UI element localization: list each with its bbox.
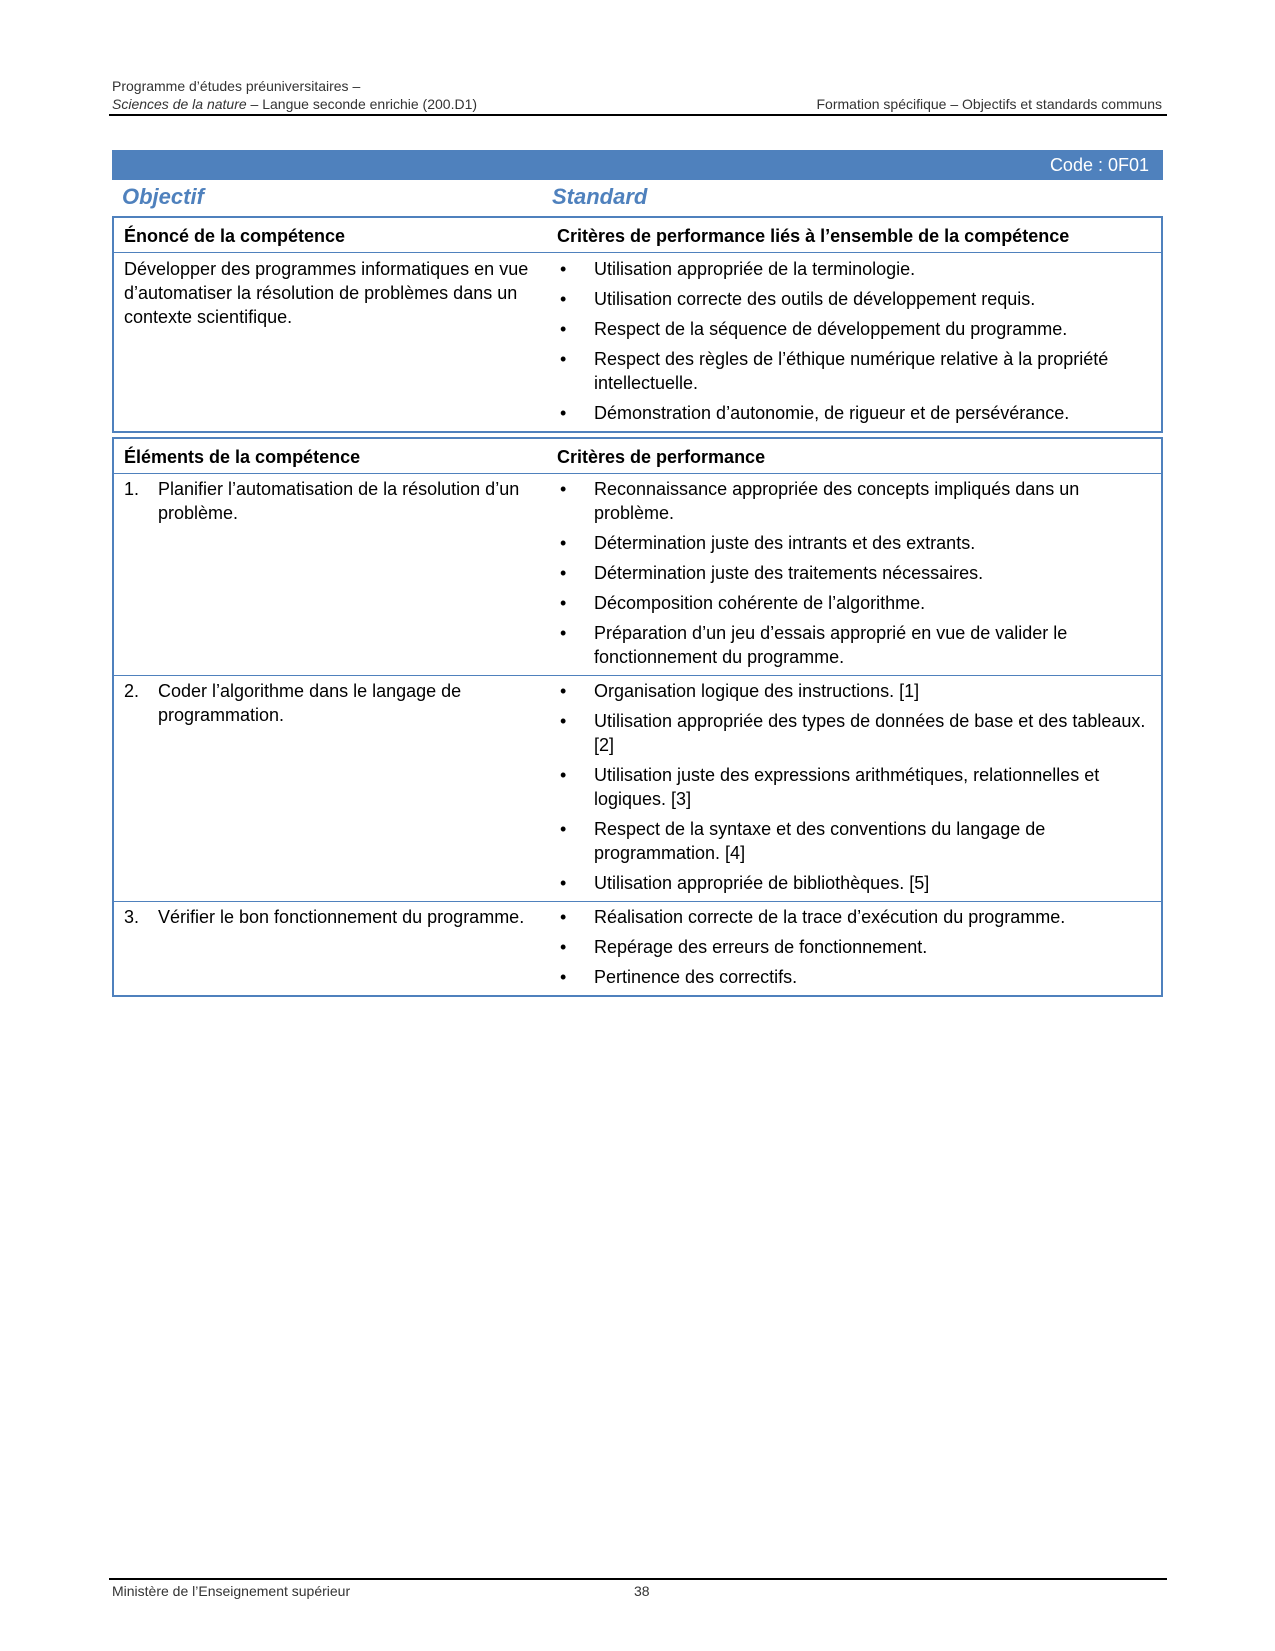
program-code: – Langue seconde enrichie (200.D1) bbox=[246, 96, 478, 112]
element-3 bbox=[124, 902, 549, 929]
criteria-list bbox=[557, 905, 1151, 989]
statement-heading: Énoncé de la compétence bbox=[113, 217, 557, 253]
list-item: • Utilisation appropriée de bibliothèques. [5] bbox=[557, 871, 1151, 895]
list-item: • Reconnaissance appropriée des concepts impliqués dans un problème. bbox=[557, 477, 1151, 525]
list-item: • Démonstration d’autonomie, de rigueur et de persévérance. bbox=[557, 401, 1151, 425]
list-item: • Détermination juste des traitements nécessaires. bbox=[557, 561, 1151, 585]
footer-divider bbox=[109, 1578, 1167, 1580]
footer-ministry: Ministère de l’Enseignement supérieur bbox=[112, 1583, 351, 1599]
table-row bbox=[113, 474, 1162, 676]
list-item: • Utilisation juste des expressions arithmétiques, relationnelles et logiques. [3] bbox=[557, 763, 1151, 811]
elements-table bbox=[112, 437, 1163, 997]
list-item: • Respect de la séquence de développement du programme. bbox=[557, 317, 1151, 341]
code-banner bbox=[112, 150, 1163, 180]
table-row bbox=[113, 676, 1162, 902]
list-item: • Réalisation correcte de la trace d’exécution du programme. bbox=[557, 905, 1151, 929]
page-number: 38 bbox=[634, 1583, 650, 1599]
global-criteria-list bbox=[557, 257, 1151, 425]
list-item: • Préparation d’un jeu d’essais approprié en vue de valider le fonctionnement du programme. bbox=[557, 621, 1151, 669]
competence-table bbox=[112, 216, 1163, 433]
elements-heading: Éléments de la compétence bbox=[113, 438, 557, 474]
list-item: • Détermination juste des intrants et des extrants. bbox=[557, 531, 1151, 555]
program-subtitle bbox=[112, 95, 477, 113]
list-item: • Utilisation appropriée des types de données de base et des tableaux. [2] bbox=[557, 709, 1151, 757]
list-item: • Repérage des erreurs de fonctionnement. bbox=[557, 935, 1151, 959]
program-title: Programme d’études préuniversitaires – bbox=[112, 78, 361, 94]
section-header: Formation spécifique – Objectifs et standards communs bbox=[816, 96, 1162, 112]
list-item: • Respect des règles de l’éthique numérique relative à la propriété intellectuelle. bbox=[557, 347, 1151, 395]
element-number: 1. bbox=[124, 479, 140, 499]
element-text: Vérifier le bon fonctionnement du programme. bbox=[158, 907, 525, 927]
list-item: • Pertinence des correctifs. bbox=[557, 965, 1151, 989]
element-1 bbox=[124, 474, 549, 525]
element-text: Planifier l’automatisation de la résolution d’un problème. bbox=[158, 479, 520, 523]
list-item: • Utilisation appropriée de la terminologie. bbox=[557, 257, 1151, 281]
competence-statement: Développer des programmes informatiques en vue d’automatiser la résolution de problèmes dans un contexte scientifique. bbox=[124, 259, 529, 327]
list-item: • Respect de la syntaxe et des conventions du langage de programmation. [4] bbox=[557, 817, 1151, 865]
program-name: Sciences de la nature bbox=[112, 96, 247, 112]
element-number: 3. bbox=[124, 907, 140, 927]
standard-title: Standard bbox=[552, 184, 648, 209]
header-divider bbox=[109, 114, 1167, 116]
competence-code: Code : 0F01 bbox=[1049, 155, 1149, 175]
list-item: • Utilisation correcte des outils de développement requis. bbox=[557, 287, 1151, 311]
running-header bbox=[112, 77, 477, 113]
element-number: 2. bbox=[124, 681, 140, 701]
criteria-list bbox=[557, 477, 1151, 669]
list-item: • Décomposition cohérente de l’algorithme. bbox=[557, 591, 1151, 615]
performance-heading: Critères de performance bbox=[557, 438, 1162, 474]
global-criteria-heading: Critères de performance liés à l’ensemble de la compétence bbox=[557, 217, 1162, 253]
criteria-list bbox=[557, 679, 1151, 895]
table-row bbox=[113, 902, 1162, 997]
objectif-title: Objectif bbox=[122, 184, 204, 209]
element-2 bbox=[124, 676, 549, 727]
list-item: • Organisation logique des instructions. [1] bbox=[557, 679, 1151, 703]
element-text: Coder l’algorithme dans le langage de programmation. bbox=[158, 681, 462, 725]
